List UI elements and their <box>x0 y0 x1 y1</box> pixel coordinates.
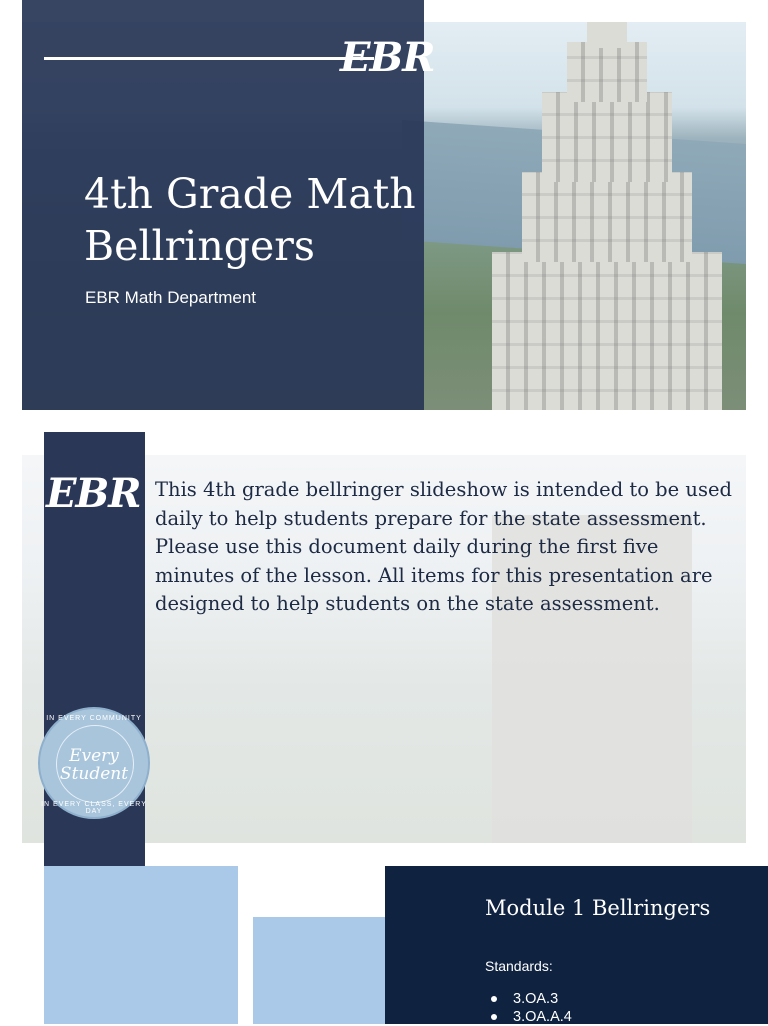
capitol-tower-upper <box>542 92 672 182</box>
module-title: Module 1 Bellringers <box>485 896 711 920</box>
every-student-seal <box>38 707 150 819</box>
ebr-logo: EBR <box>340 34 435 81</box>
capitol-tower-spire <box>587 22 627 48</box>
ebr-logo-small: EBR <box>46 470 141 517</box>
page-subtitle: EBR Math Department <box>85 288 257 307</box>
intro-paragraph: This 4th grade bellringer slideshow is intended to be used daily to help students prepare for the state assessment. Please use this document daily during the first five minutes of the lesson. All items for this presentation are designed to help students on the state assessment. <box>155 478 732 615</box>
capitol-tower-top <box>567 42 647 102</box>
capitol-tower-mid <box>522 172 692 262</box>
decor-block-left <box>44 866 238 1024</box>
seal-top-text: IN EVERY COMMUNITY <box>46 715 142 722</box>
standard-item: 3.OA.A.4 <box>485 1008 572 1026</box>
standards-list <box>485 990 572 1026</box>
standard-item: 3.OA.3 <box>485 990 572 1008</box>
seal-bottom-text: IN EVERY CLASS, EVERY DAY <box>41 801 147 815</box>
module-panel <box>385 866 768 1024</box>
page-title: 4th Grade Math Bellringers <box>84 170 416 270</box>
seal-center-text: Every Student <box>59 746 129 784</box>
capitol-tower-base <box>492 252 722 410</box>
standards-label: Standards: <box>485 958 553 974</box>
logo-rule <box>44 57 374 60</box>
